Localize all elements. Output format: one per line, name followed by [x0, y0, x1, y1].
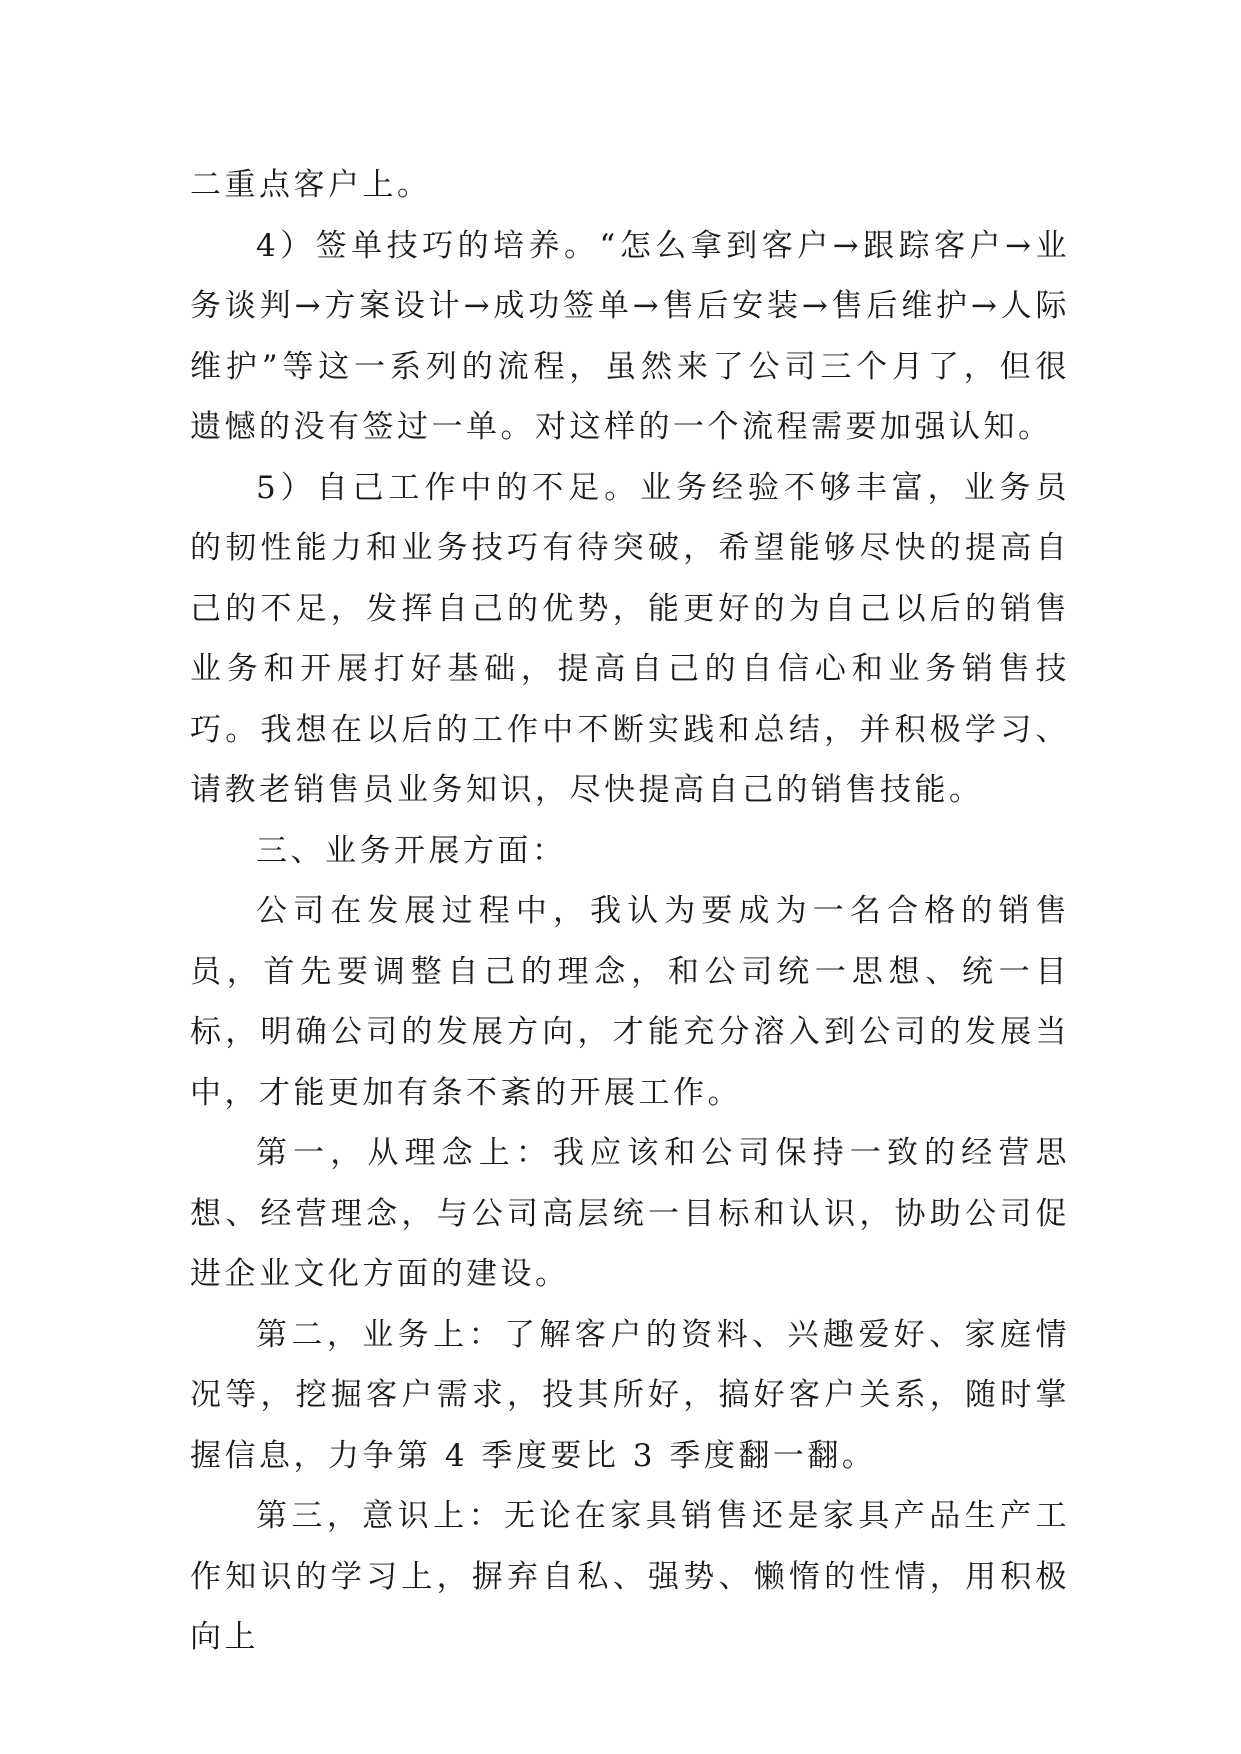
- paragraph-signing-skills: 4）签单技巧的培养。“怎么拿到客户→跟踪客户→业务谈判→方案设计→成功签单→售后安装→售后维护→人际维护”等这一系列的流程，虽然来了公司三个月了，但很遗憾的没有签过一单。对这样的一个流程需要加强认知。: [190, 227, 1070, 445]
- paragraph-shortcomings: 5）自己工作中的不足。业务经验不够丰富，业务员的韧性能力和业务技巧有待突破，希望能够尽快的提高自己的不足，发挥自己的优势，能更好的为自己以后的销售业务和开展打好基础，提高自己的自信心和业务销售技巧。我想在以后的工作中不断实践和总结，并积极学习、请教老销售员业务知识，尽快提高自己的销售技能。: [190, 469, 1070, 808]
- paragraph-second-business: 第二，业务上：了解客户的资料、兴趣爱好、家庭情况等，挖掘客户需求，投其所好，搞好客户关系，随时掌握信息，力争第 4 季度要比 3 季度翻一翻。: [190, 1316, 1070, 1474]
- paragraph-continuation: 二重点客户上。: [190, 167, 432, 203]
- paragraph-company-development: 公司在发展过程中，我认为要成为一名合格的销售员，首先要调整自己的理念，和公司统一思想、统一目标，明确公司的发展方向，才能充分溶入到公司的发展当中，才能更加有条不紊的开展工作。: [190, 893, 1070, 1111]
- paragraph-third-awareness: 第三，意识上：无论在家具销售还是家具产品生产工作知识的学习上，摒弃自私、强势、懒惰的性情，用积极向上: [190, 1498, 1070, 1655]
- section-heading-business-development: 三、业务开展方面：: [256, 832, 567, 869]
- paragraph-first-philosophy: 第一，从理念上：我应该和公司保持一致的经营思想、经营理念，与公司高层统一目标和认识，协助公司促进企业文化方面的建设。: [190, 1135, 1070, 1292]
- document-body: [190, 155, 1070, 1668]
